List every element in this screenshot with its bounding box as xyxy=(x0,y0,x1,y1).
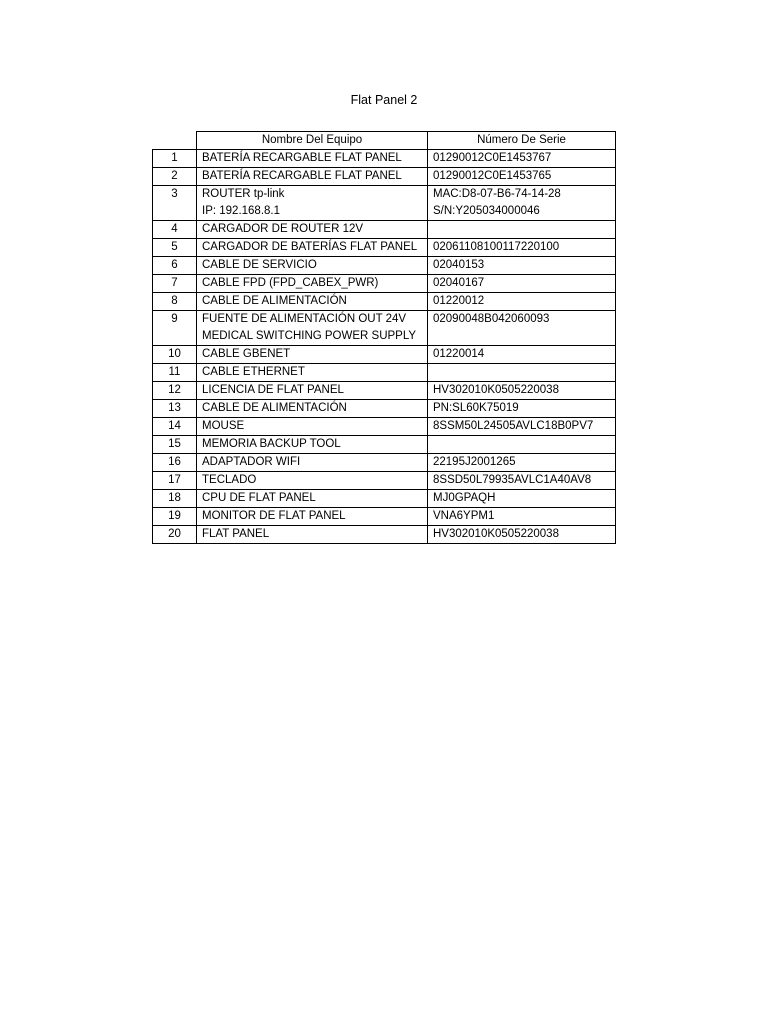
row-number: 10 xyxy=(153,346,197,364)
serial-number: 8SSD50L79935AVLC1A40AV8 xyxy=(433,474,592,486)
serial-number-cell xyxy=(428,382,616,400)
equipment-name: MOUSE xyxy=(202,420,245,432)
row-number: 3 xyxy=(153,186,197,221)
equipment-name-cell xyxy=(197,275,428,293)
row-number: 19 xyxy=(153,508,197,526)
equipment-name-cell xyxy=(197,490,428,508)
equipment-name-cell xyxy=(197,364,428,382)
serial-number: HV302010K0505220038 xyxy=(433,384,559,396)
equipment-name-cell xyxy=(197,400,428,418)
equipment-name-cell xyxy=(197,346,428,364)
table-row xyxy=(153,508,616,526)
serial-number: VNA6YPM1 xyxy=(433,510,495,522)
equipment-name-cell xyxy=(197,382,428,400)
table-row xyxy=(153,490,616,508)
row-number: 15 xyxy=(153,436,197,454)
header-equipment-name: Nombre Del Equipo xyxy=(197,132,428,150)
table-row xyxy=(153,150,616,168)
table-row xyxy=(153,346,616,364)
equipment-name-cell xyxy=(197,150,428,168)
equipment-name: FLAT PANEL xyxy=(202,528,270,540)
table-row xyxy=(153,454,616,472)
serial-number-cell xyxy=(428,346,616,364)
row-number: 16 xyxy=(153,454,197,472)
row-number: 1 xyxy=(153,150,197,168)
serial-number-cell xyxy=(428,150,616,168)
equipment-name-cell xyxy=(197,168,428,186)
table-row xyxy=(153,472,616,490)
equipment-name: ADAPTADOR WIFI xyxy=(202,456,301,468)
row-number: 14 xyxy=(153,418,197,436)
table-body xyxy=(153,150,616,544)
table-row xyxy=(153,400,616,418)
equipment-name-cell xyxy=(197,221,428,239)
equipment-name: CABLE FPD (FPD_CABEX_PWR) xyxy=(202,277,379,289)
equipment-table xyxy=(152,131,616,544)
serial-number-cell xyxy=(428,508,616,526)
serial-number: S/N:Y205034000046 xyxy=(433,205,540,217)
equipment-name: CABLE ETHERNET xyxy=(202,366,305,378)
serial-number-cell xyxy=(428,418,616,436)
serial-number: 02040153 xyxy=(433,259,485,271)
serial-number: 01290012C0E1453765 xyxy=(433,170,552,182)
serial-number: 02061108100117220100 xyxy=(433,241,560,253)
equipment-name: IP: 192.168.8.1 xyxy=(202,205,281,217)
equipment-name-cell xyxy=(197,293,428,311)
serial-number-cell xyxy=(428,364,616,382)
row-number: 7 xyxy=(153,275,197,293)
row-number: 5 xyxy=(153,239,197,257)
serial-number xyxy=(433,364,610,381)
serial-number-cell xyxy=(428,526,616,544)
table-row xyxy=(153,239,616,257)
serial-number: PN:SL60K75019 xyxy=(433,402,519,414)
equipment-name: CARGADOR DE ROUTER 12V xyxy=(202,223,364,235)
equipment-name: BATERÍA RECARGABLE FLAT PANEL xyxy=(202,152,402,164)
equipment-name: CABLE DE ALIMENTACIÓN xyxy=(202,295,347,307)
equipment-name: FUENTE DE ALIMENTACIÓN OUT 24V xyxy=(202,313,407,325)
equipment-name: ROUTER tp-link xyxy=(202,188,285,200)
serial-number-cell xyxy=(428,454,616,472)
row-number: 13 xyxy=(153,400,197,418)
serial-number-cell xyxy=(428,436,616,454)
serial-number-cell xyxy=(428,186,616,221)
serial-number-cell xyxy=(428,472,616,490)
serial-number-cell xyxy=(428,257,616,275)
equipment-name-cell xyxy=(197,454,428,472)
table-row xyxy=(153,168,616,186)
serial-number-cell xyxy=(428,275,616,293)
serial-number-cell xyxy=(428,311,616,346)
table-row xyxy=(153,364,616,382)
header-serial-number: Número De Serie xyxy=(428,132,616,150)
equipment-name-cell xyxy=(197,311,428,346)
equipment-name-cell xyxy=(197,526,428,544)
equipment-name-cell xyxy=(197,472,428,490)
equipment-name: CABLE DE SERVICIO xyxy=(202,259,317,271)
equipment-name: CPU DE FLAT PANEL xyxy=(202,492,316,504)
equipment-name: MEMORIA BACKUP TOOL xyxy=(202,438,341,450)
row-number: 9 xyxy=(153,311,197,346)
table-row xyxy=(153,418,616,436)
serial-number-cell xyxy=(428,239,616,257)
table-row xyxy=(153,293,616,311)
header-blank-cell xyxy=(153,132,197,150)
row-number: 18 xyxy=(153,490,197,508)
table-row xyxy=(153,311,616,346)
equipment-name: CABLE DE ALIMENTACIÓN xyxy=(202,402,347,414)
equipment-name-cell xyxy=(197,436,428,454)
serial-number-cell xyxy=(428,293,616,311)
serial-number: 01220014 xyxy=(433,348,485,360)
table-row xyxy=(153,526,616,544)
equipment-name-cell xyxy=(197,239,428,257)
document-title: Flat Panel 2 xyxy=(350,93,418,107)
table-row xyxy=(153,221,616,239)
equipment-name-cell xyxy=(197,186,428,221)
equipment-name: MEDICAL SWITCHING POWER SUPPLY xyxy=(202,330,417,342)
serial-number-cell xyxy=(428,490,616,508)
row-number: 8 xyxy=(153,293,197,311)
table-row xyxy=(153,257,616,275)
equipment-name: TECLADO xyxy=(202,474,257,486)
serial-number-cell xyxy=(428,168,616,186)
table-row xyxy=(153,186,616,221)
table-row xyxy=(153,382,616,400)
serial-number-cell xyxy=(428,400,616,418)
equipment-name: CABLE GBENET xyxy=(202,348,291,360)
table-header-row xyxy=(153,132,616,150)
serial-number: MAC:D8-07-B6-74-14-28 xyxy=(433,188,561,200)
serial-number: 02040167 xyxy=(433,277,485,289)
serial-number xyxy=(433,221,610,238)
serial-number-cell xyxy=(428,221,616,239)
serial-number: MJ0GPAQH xyxy=(433,492,496,504)
serial-number: 8SSM50L24505AVLC18B0PV7 xyxy=(433,420,594,432)
equipment-name: BATERÍA RECARGABLE FLAT PANEL xyxy=(202,170,402,182)
row-number: 11 xyxy=(153,364,197,382)
serial-number: 22195J2001265 xyxy=(433,456,516,468)
equipment-name: LICENCIA DE FLAT PANEL xyxy=(202,384,344,396)
serial-number: 01220012 xyxy=(433,295,485,307)
equipment-name: CARGADOR DE BATERÍAS FLAT PANEL xyxy=(202,241,418,253)
equipment-name: MONITOR DE FLAT PANEL xyxy=(202,510,346,522)
table-row xyxy=(153,436,616,454)
row-number: 17 xyxy=(153,472,197,490)
row-number: 6 xyxy=(153,257,197,275)
row-number: 12 xyxy=(153,382,197,400)
table-row xyxy=(153,275,616,293)
equipment-name-cell xyxy=(197,508,428,526)
equipment-name-cell xyxy=(197,257,428,275)
serial-number: HV302010K0505220038 xyxy=(433,528,559,540)
equipment-name-cell xyxy=(197,418,428,436)
serial-number xyxy=(433,436,610,453)
row-number: 20 xyxy=(153,526,197,544)
row-number: 2 xyxy=(153,168,197,186)
row-number: 4 xyxy=(153,221,197,239)
serial-number: 02090048B042060093 xyxy=(433,313,550,325)
serial-number: 01290012C0E1453767 xyxy=(433,152,552,164)
